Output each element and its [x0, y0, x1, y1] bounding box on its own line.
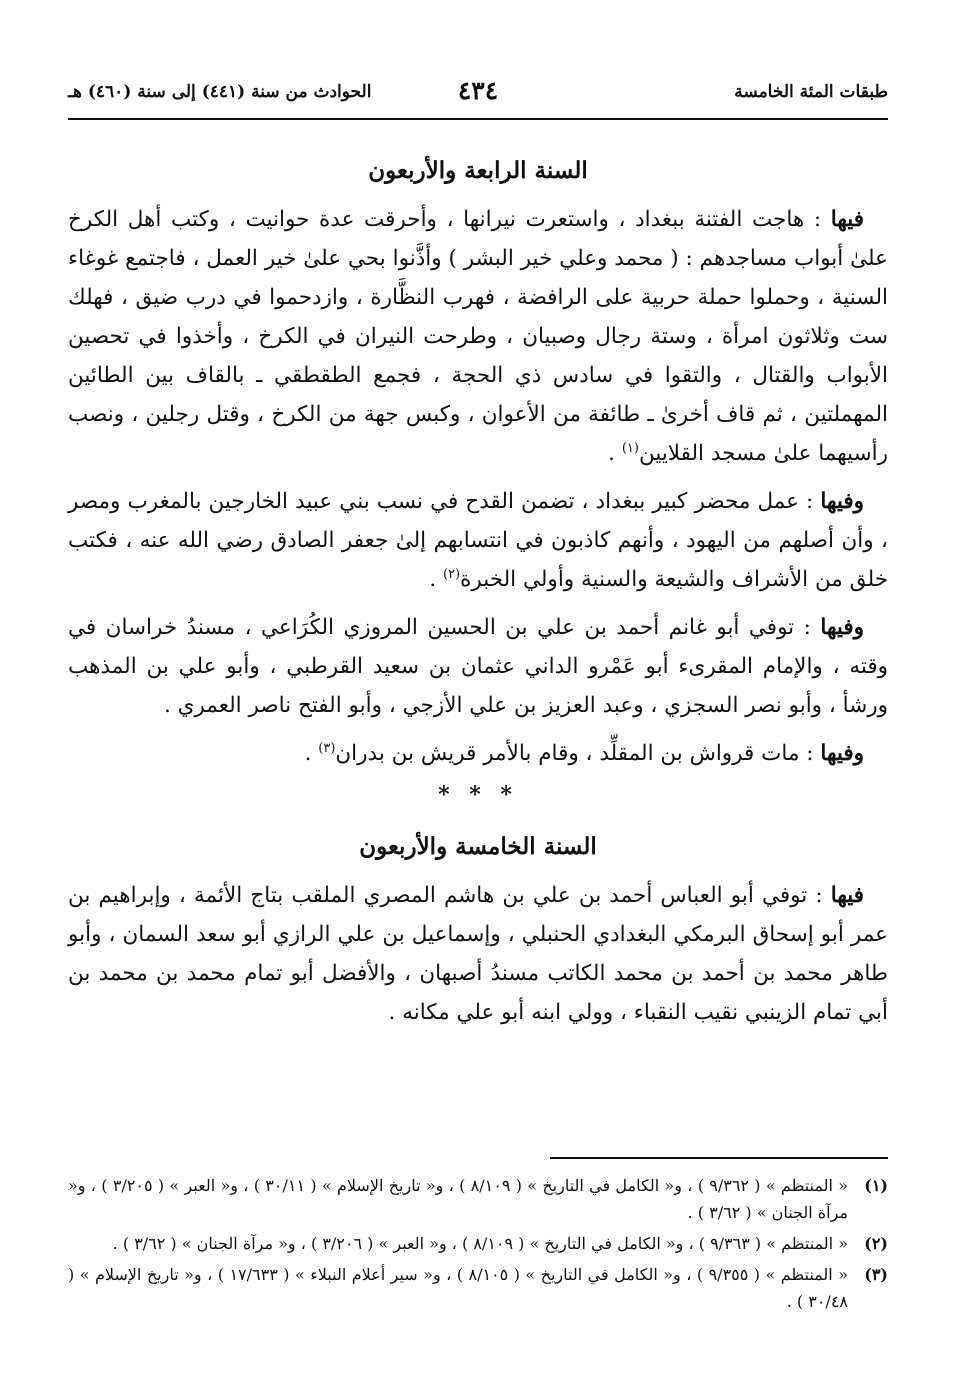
footnote [68, 1172, 888, 1226]
footnote-text: « المنتظم » ( ٩/٣٦٣ ) ، و« الكامل في التاريخ » ( ٨/١٠٩ ) ، و« العبر » ( ٣/٢٠٦ ) ، و« مرآة الجنان » ( ٣/٦٢ ) . [112, 1234, 848, 1253]
footnote-number: (٢) [864, 1234, 888, 1253]
main-text [68, 140, 888, 1041]
paragraph-lead: وفيها [820, 741, 864, 766]
section-title: السنة الخامسة والأربعون [359, 833, 597, 860]
paragraph [68, 482, 888, 599]
footnote-divider [550, 1157, 888, 1159]
header-book-title: طبقات المئة الخامسة [734, 82, 888, 102]
paragraph-text: : هاجت الفتنة ببغداد ، واستعرت نيرانها ، وأحرقت عدة حوانيت ، وكتب أهل الكرخ علىٰ أبواب مساجدهم : ( محمد وعلي خير البشر ) وأذَّنوا بحي علىٰ خير العمل ، فاجتمع غوغاء السنية ، وحملوا حملة حربية على الرافضة ، فهرب النظَّارة ، وازدحموا في درب ضيق ، فهلك ست وثلاثون امرأة ، وستة رجال وصبيان ، وطرحت النيران في الكرخ ، وأخذوا في تحصين الأبواب والقتال ، والتقوا في سادس ذي الحجة ، فجمع الطقطقي ـ بالقاف بين الطائين المهملتين ، ثم قاف أخرىٰ ـ طائفة من الأعوان ، وكبس جهة من الكرخ ، وقتل رجلين ، ونصب رأسيهما علىٰ مسجد القلايين [68, 207, 888, 466]
paragraph [68, 734, 888, 773]
footnote-number: (١) [864, 1176, 888, 1195]
paragraph-text: : مات قرواش بن المقلِّد ، وقام بالأمر قريش بن بدران [335, 741, 821, 766]
paragraph-lead: فيها [830, 883, 864, 908]
section-separator: * * * [438, 782, 518, 808]
running-header [68, 78, 888, 120]
footnote [68, 1230, 888, 1257]
paragraph-end: . [304, 741, 319, 766]
footnote-text: « المنتظم » ( ٩/٣٦٢ ) ، و« الكامل في التاريخ » ( ٨/١٠٩ ) ، و« تاريخ الإسلام » ( ٣٠/١١ ) ، و« العبر » ( ٣/٢٠٥ ) ، و« مرآة الجنان » ( ٣/٦٢ ) . [68, 1176, 849, 1222]
section-title: السنة الرابعة والأربعون [368, 157, 588, 184]
footnote-text: « المنتظم » ( ٩/٣٥٥ ) ، و« الكامل في التاريخ » ( ٨/١٠٥ ) ، و« سير أعلام النبلاء » ( ١٧/٦٣٣ ) ، و« تاريخ الإسلام » ( ٣٠/٤٨ ) . [68, 1265, 849, 1311]
paragraph-lead: وفيها [820, 489, 864, 514]
footnote [68, 1261, 888, 1315]
footnotes [68, 1172, 888, 1319]
paragraph-end: . [608, 441, 622, 466]
page-number: ٤٣٤ [457, 76, 499, 105]
paragraph [68, 200, 888, 473]
footnote-ref[interactable]: (٣) [318, 740, 336, 756]
paragraph-text: : توفي أبو العباس أحمد بن علي بن هاشم المصري الملقب بتاج الأئمة ، وإبراهيم بن عمر أبو إسحاق البرمكي البغدادي الحنبلي ، وإسماعيل بن علي الرازي أبو سعد السمان ، وأبو طاهر محمد بن أحمد بن محمد الكاتب مسندُ أصبهان ، والأفضل أبو تمام محمد بن محمد بن أبي تمام الزينبي نقيب النقباء ، وولي ابنه أبو علي مكانه . [68, 883, 888, 1025]
footnote-number: (٣) [864, 1265, 888, 1284]
footnote-ref[interactable]: (٢) [442, 566, 461, 582]
paragraph-text: : توفي أبو غانم أحمد بن علي بن الحسين المروزي الكُرَاعي ، مسندُ خراسان في وقته ، والإمام المقرىء أبو عَمْرو الداني عثمان بن سعيد القرطبي ، وأبو علي بن المذهب ورشأ ، وأبو نصر السجزي ، وعبد العزيز بن علي الأزجي ، وأبو الفتح ناصر العمري . [68, 615, 888, 718]
paragraph [68, 608, 888, 725]
paragraph [68, 876, 888, 1032]
paragraph-lead: فيها [830, 207, 864, 232]
paragraph-end: . [429, 567, 443, 592]
paragraph-lead: وفيها [820, 615, 864, 640]
footnote-ref[interactable]: (١) [621, 440, 639, 456]
header-chapter-range: الحوادث من سنة (٤٤١) إلى سنة (٤٦٠) هـ [68, 82, 372, 102]
paragraph-text: : عمل محضر كبير ببغداد ، تضمن القدح في نسب بني عبيد الخارجين بالمغرب ومصر ، وأن أصلهم من اليهود ، وأنهم كاذبون في انتسابهم إلىٰ جعفر الصادق رضي الله عنه ، فكتب خلق من الأشراف والشيعة والسنية وأولي الخبرة [68, 489, 888, 592]
